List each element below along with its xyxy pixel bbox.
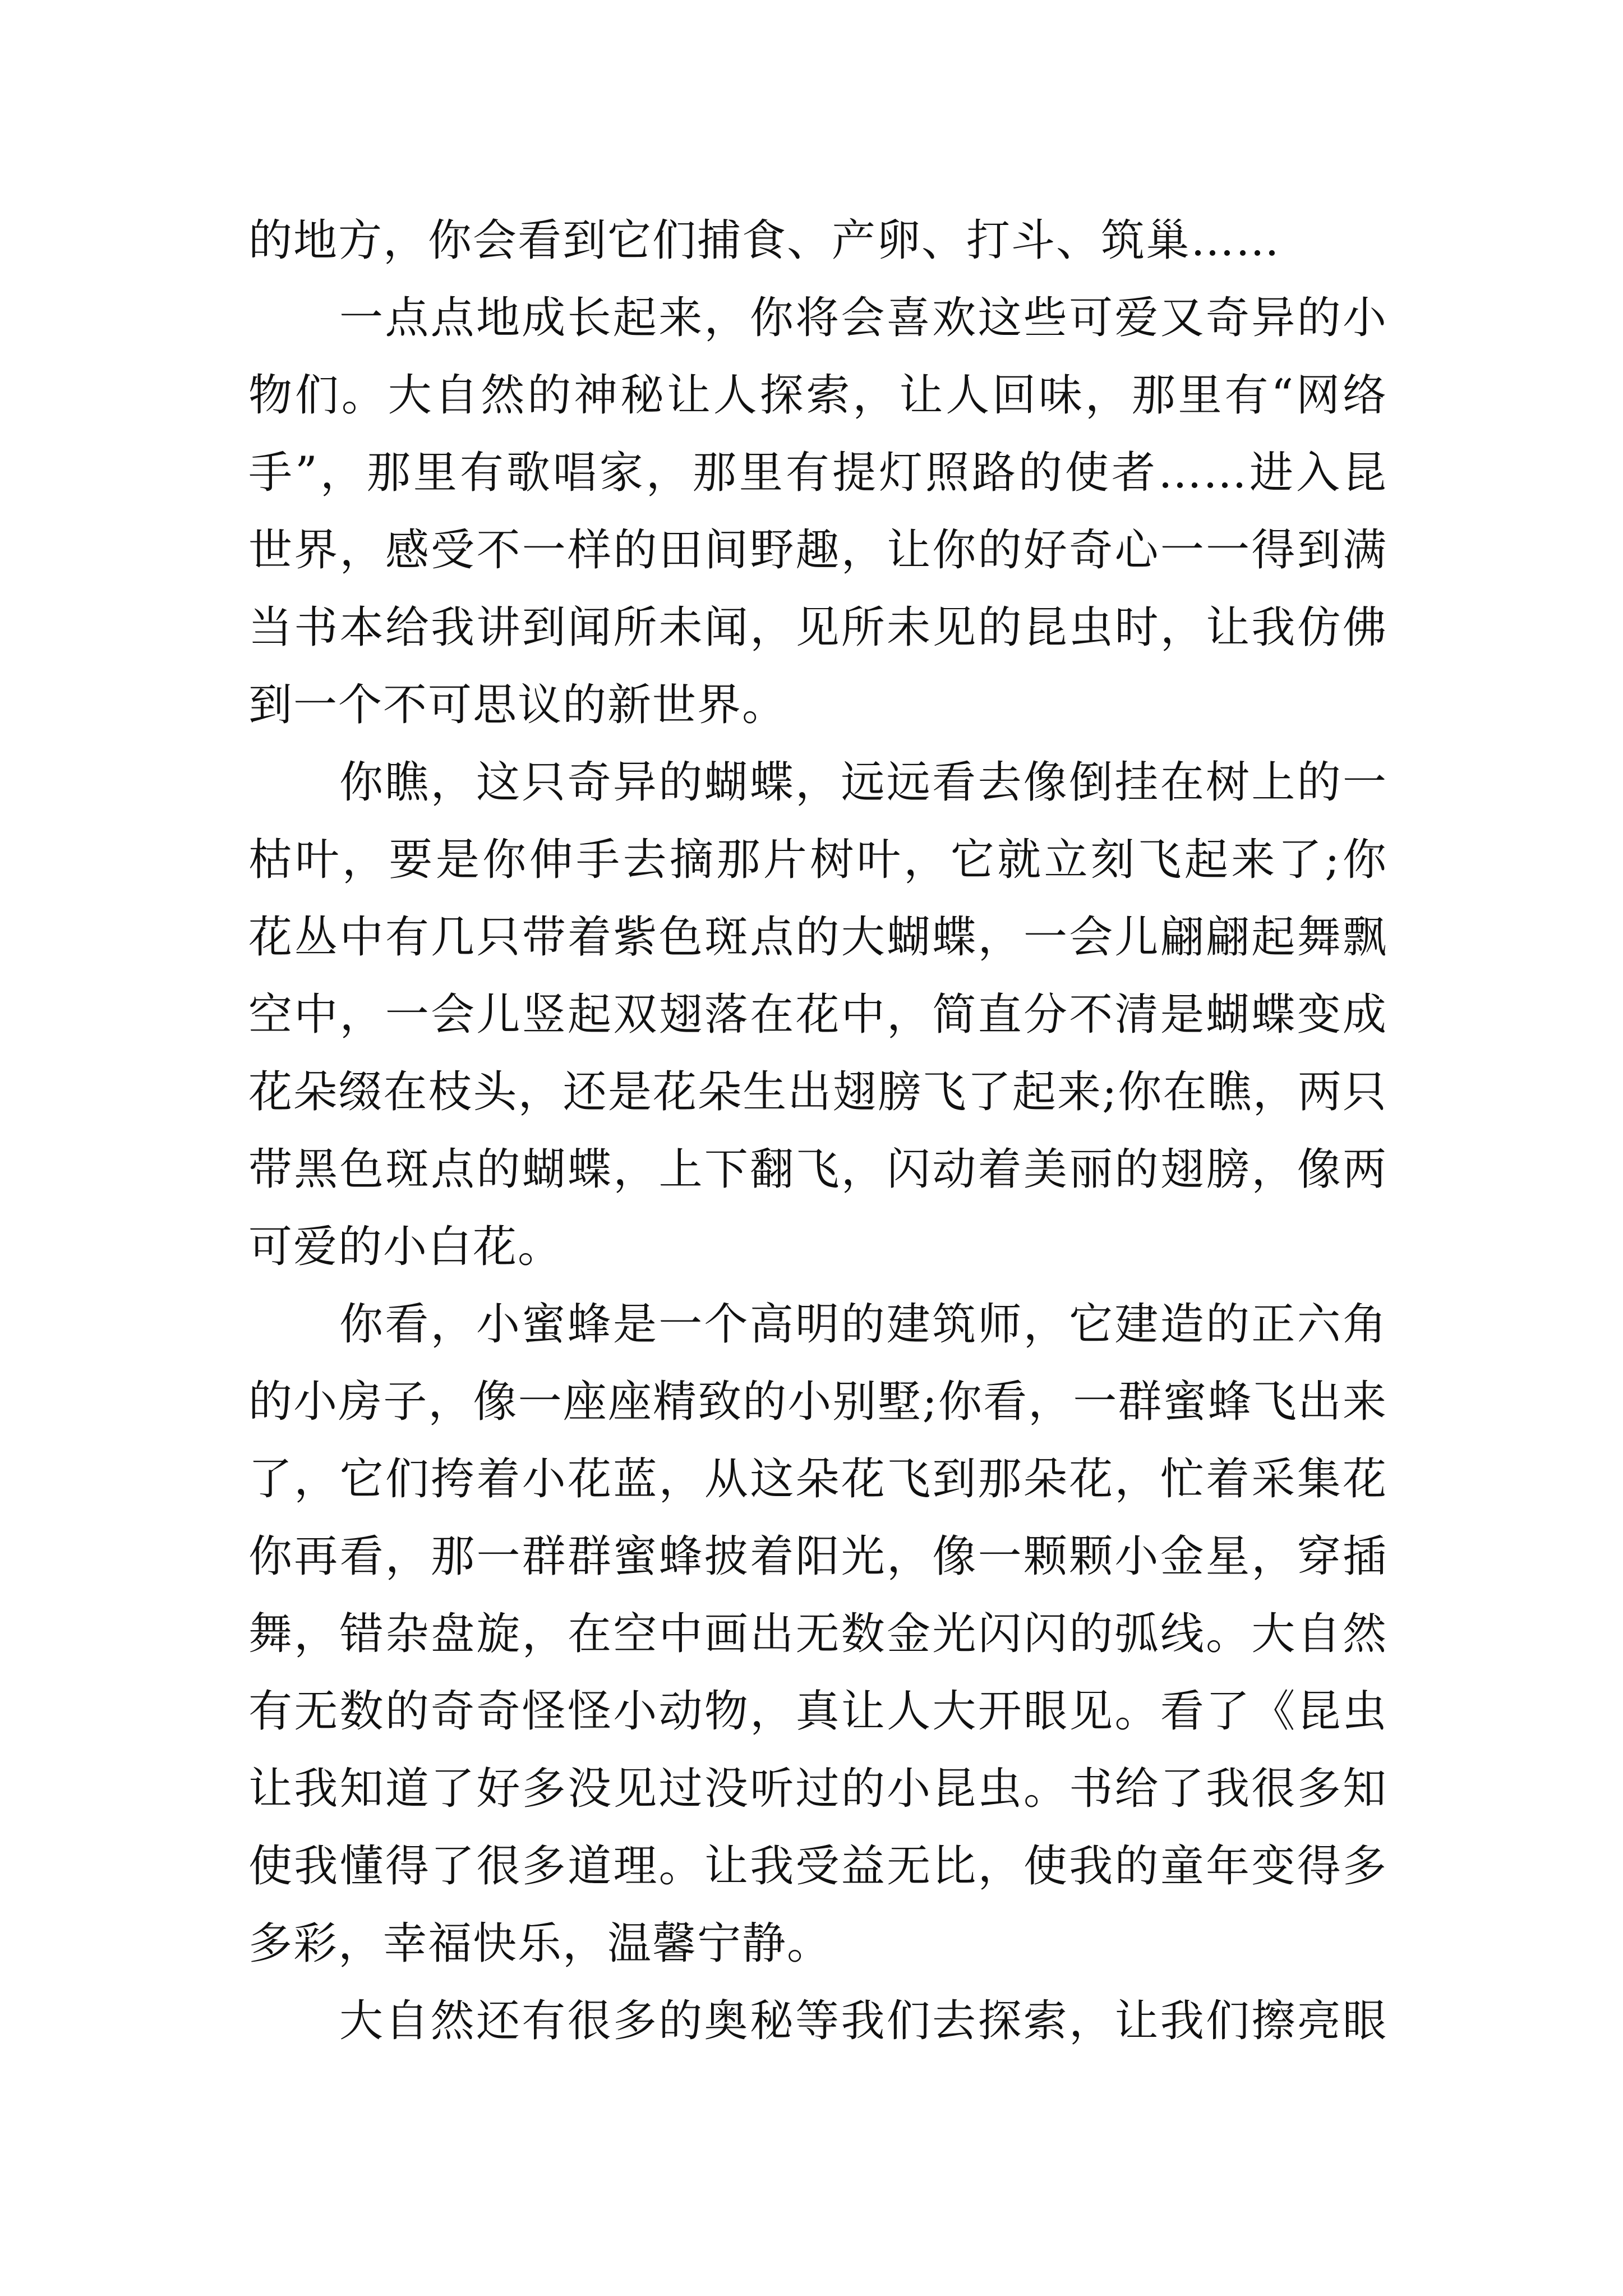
text-line: 世界，感受不一样的田间野趣，让你的好奇心一一得到满 xyxy=(248,525,1387,576)
text-line: 大自然还有很多的奥秘等我们去探索，让我们擦亮眼 xyxy=(339,1996,1387,2046)
text-line: 你看，小蜜蜂是一个高明的建筑师，它建造的正六角 xyxy=(339,1299,1387,1350)
text-line: 可爱的小白花。 xyxy=(248,1222,563,1272)
text-line: 的小房子，像一座座精致的小别墅;你看，一群蜜蜂飞出来 xyxy=(248,1377,1387,1427)
text-line: 空中，一会儿竖起双翅落在花中，简直分不清是蝴蝶变成 xyxy=(248,990,1387,1040)
text-line: 你再看，那一群群蜜蜂披着阳光，像一颗颗小金星，穿插 xyxy=(248,1531,1387,1582)
text-line: 你瞧，这只奇异的蝴蝶，远远看去像倒挂在树上的一 xyxy=(339,757,1387,808)
text-line: 的地方，你会看到它们捕食、产卵、打斗、筑巢…… xyxy=(248,215,1281,266)
text-line: 了，它们挎着小花蓝，从这朵花飞到那朵花，忙着采集花 xyxy=(248,1454,1387,1504)
text-line: 当书本给我讲到闻所未闻，见所未见的昆虫时，让我仿佛 xyxy=(248,602,1387,653)
text-line: 一点点地成长起来，你将会喜欢这些可爱又奇异的小 xyxy=(339,293,1387,343)
body-text xyxy=(248,202,1387,2060)
text-line: 花丛中有几只带着紫色斑点的大蝴蝶，一会儿翩翩起舞飘 xyxy=(248,912,1387,963)
text-line: 枯叶，要是你伸手去摘那片树叶，它就立刻飞起来了;你 xyxy=(248,835,1387,885)
text-line: 物们。大自然的神秘让人探索，让人回味，那里有“网络 xyxy=(248,370,1387,421)
text-line: 带黑色斑点的蝴蝶，上下翻飞，闪动着美丽的翅膀，像两 xyxy=(248,1144,1387,1195)
text-line: 多彩，幸福快乐，温馨宁静。 xyxy=(248,1918,832,1969)
text-line: 舞，错杂盘旋，在空中画出无数金光闪闪的弧线。大自然 xyxy=(248,1609,1387,1659)
text-line: 有无数的奇奇怪怪小动物，真让人大开眼见。看了《昆虫 xyxy=(248,1686,1387,1737)
text-line: 手”，那里有歌唱家，那里有提灯照路的使者……进入昆 xyxy=(248,448,1387,498)
text-line: 到一个不可思议的新世界。 xyxy=(248,680,787,730)
text-line: 使我懂得了很多道理。让我受益无比，使我的童年变得多 xyxy=(248,1841,1387,1892)
text-line: 花朵缀在枝头，还是花朵生出翅膀飞了起来;你在瞧，两只 xyxy=(248,1067,1387,1117)
text-line: 让我知道了好多没见过没听过的小昆虫。书给了我很多知 xyxy=(248,1764,1387,1814)
